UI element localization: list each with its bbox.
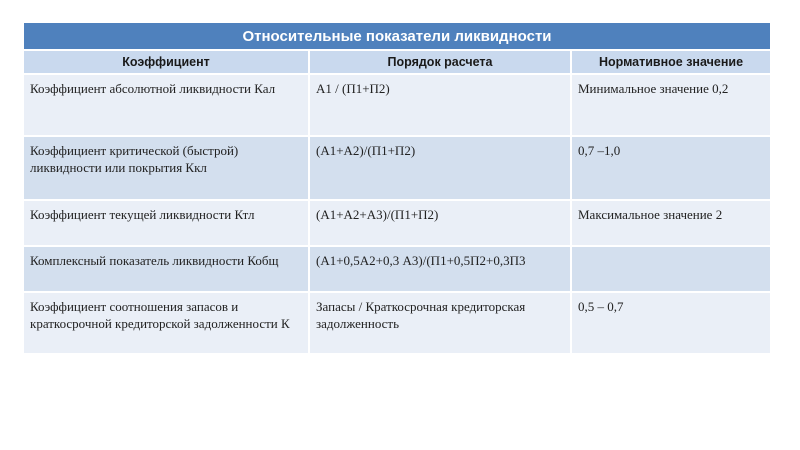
cell-norm: 0,7 –1,0: [571, 136, 770, 200]
table-row: [24, 74, 770, 136]
table-row: [24, 136, 770, 200]
cell-coefficient: Коэффициент соотношения запасов и краткосрочной кредиторской задолженности К: [24, 292, 309, 354]
cell-norm: 0,5 – 0,7: [571, 292, 770, 354]
cell-coefficient: Комплексный показатель ликвидности Кобщ: [24, 246, 309, 292]
cell-norm: Максимальное значение 2: [571, 200, 770, 246]
cell-coefficient: Коэффициент абсолютной ликвидности Кал: [24, 74, 309, 136]
cell-coefficient: Коэффициент текущей ликвидности Ктл: [24, 200, 309, 246]
table-row: [24, 200, 770, 246]
cell-formula: (А1+А2+А3)/(П1+П2): [309, 200, 571, 246]
cell-formula: А1 / (П1+П2): [309, 74, 571, 136]
cell-formula: Запасы / Краткосрочная кредиторская задолженность: [309, 292, 571, 354]
cell-coefficient: Коэффициент критической (быстрой) ликвидности или покрытия Ккл: [24, 136, 309, 200]
cell-norm: Минимальное значение 0,2: [571, 74, 770, 136]
column-header-calculation: Порядок расчета: [309, 50, 571, 74]
table-title: Относительные показатели ликвидности: [24, 23, 770, 50]
column-header-coefficient: Коэффициент: [24, 50, 309, 74]
column-header-norm: Нормативное значение: [571, 50, 770, 74]
cell-formula: (А1+А2)/(П1+П2): [309, 136, 571, 200]
cell-formula: (А1+0,5А2+0,3 А3)/(П1+0,5П2+0,3П3: [309, 246, 571, 292]
table-row: [24, 292, 770, 354]
table-title-row: [24, 23, 770, 50]
table-header-row: [24, 50, 770, 74]
liquidity-table-container: [24, 23, 770, 355]
cell-norm: [571, 246, 770, 292]
liquidity-ratios-table: [24, 23, 770, 355]
table-row: [24, 246, 770, 292]
